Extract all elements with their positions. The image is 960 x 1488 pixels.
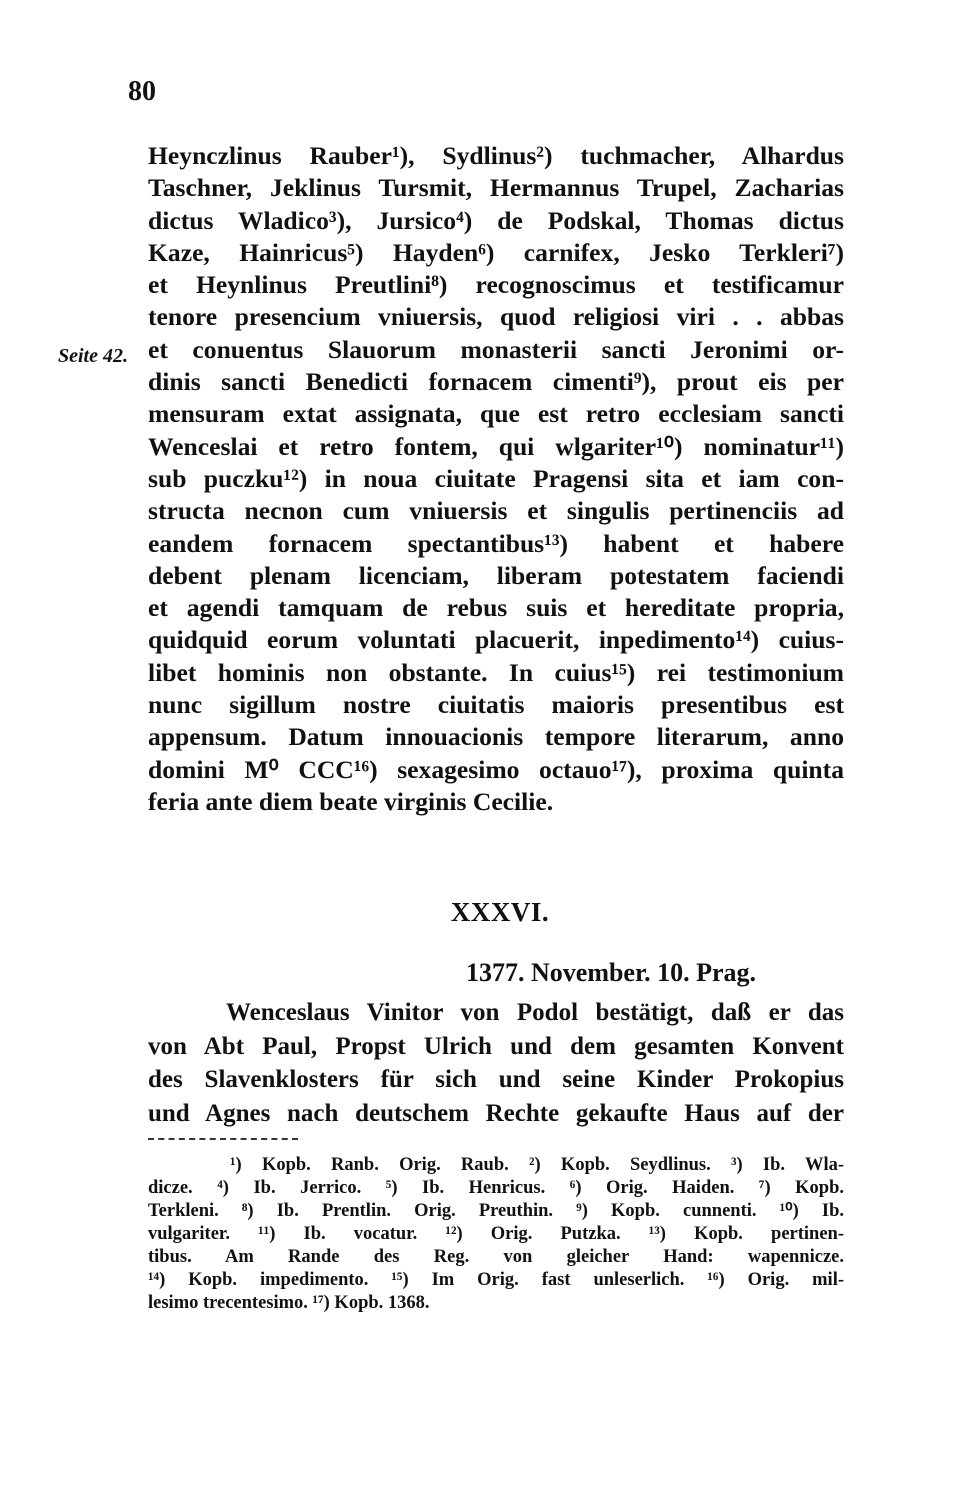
text-line: dictus Wladico³), Jursico⁴) de Podskal, Thomas dictus [148,205,844,235]
text-line: et conuentus Slauorum monasterii sancti Jeronimi or- [148,334,844,364]
regest-line: Wenceslaus Vinitor von Podol bestätigt, daß er das [226,999,844,1026]
text-line: eandem fornacem spectantibus¹³) habent et habere [148,528,844,558]
regest-line: des Slavenklosters für sich und seine Kinder Prokopius [148,1066,844,1093]
dateline: 1377. November. 10. Prag. [466,958,757,987]
regest-line: und Agnes nach deutschem Rechte gekaufte Haus auf der [148,1099,844,1127]
text-line: sub puczku¹²) in noua ciuitate Pragensi sita et iam con- [148,463,844,493]
text-line: et agendi tamquam de rebus suis et hereditate propria, [148,593,844,623]
text-line: Wenceslai et retro fontem, qui wlgariter¹⁰) nominatur¹¹) [148,431,844,461]
text-line: debent plenam licenciam, liberam potestatem faciendi [148,560,844,590]
text-line: quidquid eorum voluntati placuerit, inpedimento¹⁴) cuius- [148,625,844,655]
footnotes [148,1154,844,1315]
margin-note: Seite 42. [58,345,128,367]
regest-line: von Abt Paul, Propst Ulrich und dem gesamten Konvent [148,1032,844,1060]
document-number: XXXVI. [450,897,550,927]
footnote-line: tibus. Am Rande des Reg. von gleicher Hand: wapennicze. [148,1247,844,1267]
text-line: tenore presencium vniuersis, quod religiosi viri . . abbas [148,302,844,332]
text-line: dinis sancti Benedicti fornacem cimenti⁹), prout eis per [148,367,844,397]
text-line: nunc sigillum nostre ciuitatis maioris presentibus est [148,690,844,720]
text-line: mensuram extat assignata, que est retro ecclesiam sancti [148,399,844,429]
text-line: et Heynlinus Preutlini⁸) recognoscimus et testificamur [148,270,844,300]
text-line: Taschner, Jeklinus Tursmit, Hermannus Trupel, Zacharias [148,173,844,203]
regest [148,996,844,1130]
footnote-line: lesimo trecentesimo. ¹⁷) Kopb. 1368. [148,1293,430,1313]
text-line: appensum. Datum innouacionis tempore literarum, anno [148,722,844,752]
text-line: domini M⁰ CCC¹⁶) sexagesimo octauo¹⁷), proxima quinta [148,754,844,784]
footnote-divider [148,1138,298,1140]
footnote-line: dicze. ⁴) Ib. Jerrico. ⁵) Ib. Henricus. ⁶) Orig. Haiden. ⁷) Kopb. [148,1178,844,1198]
footnote-line: vulgariter. ¹¹) Ib. vocatur. ¹²) Orig. Putzka. ¹³) Kopb. pertinen- [148,1224,844,1244]
text-line: feria ante diem beate virginis Cecilie. [148,786,554,816]
footnote-line: ¹) Kopb. Ranb. Orig. Raub. ²) Kopb. Seydlinus. ³) Ib. Wla- [230,1155,844,1175]
text-line: libet hominis non obstante. In cuius¹⁵) rei testimonium [148,657,844,687]
footnote-line: Terkleni. ⁸) Ib. Prentlin. Orig. Preuthin. ⁹) Kopb. cunnenti. ¹⁰) Ib. [148,1201,844,1221]
text-line: structa necnon cum vniuersis et singulis pertinenciis ad [148,496,844,526]
page-number: 80 [128,76,156,107]
text-line: Heynczlinus Rauber¹), Sydlinus²) tuchmacher, Alhardus [148,141,844,170]
charter-text [148,140,844,818]
footnote-line: ¹⁴) Kopb. impedimento. ¹⁵) Im Orig. fast unleserlich. ¹⁶) Orig. mil- [148,1270,844,1290]
text-line: Kaze, Hainricus⁵) Hayden⁶) carnifex, Jesko Terkleri⁷) [148,237,844,267]
